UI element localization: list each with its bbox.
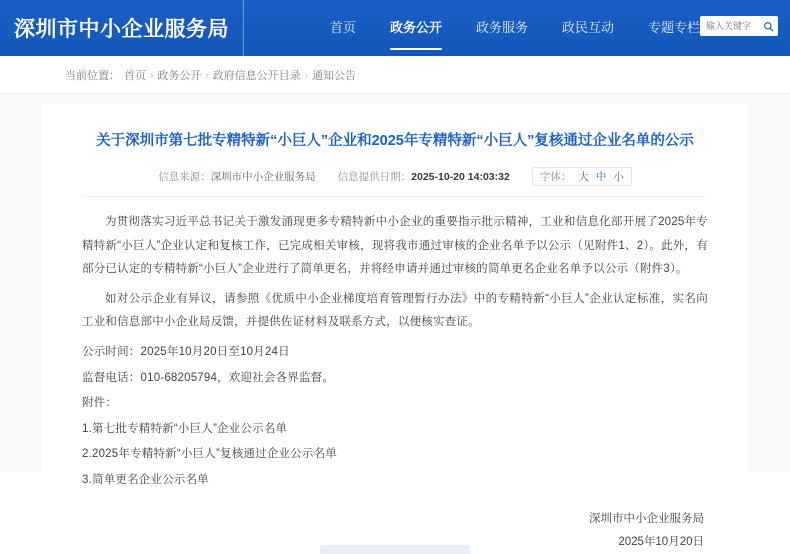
- signature-org: 深圳市中小企业服务局: [589, 513, 704, 526]
- meta-source-label: 信息来源：: [158, 171, 211, 184]
- page-title: 关于深圳市第七批专精特新“小巨人”企业和2025年专精特新“小巨人”复核通过企业名单的公示: [96, 133, 694, 149]
- font-size-control: [532, 167, 632, 186]
- breadcrumb-item-notices[interactable]: 通知公告: [312, 70, 357, 82]
- article-paragraph: 为贯彻落实习近平总书记关于激发涌现更多专精特新中小企业的重要指示批示精神，工业和信息化部开展了2025年专精特新“小巨人”企业认定和复核工作，已完成相关审核，现将我市通过审核的企业名单予以公示（见附件1、2）。此外，有部分已认定的专精特新“小巨人”企业进行了简单更名，并将经申请并通过审核的简单更名企业名单予以公示（附件3）。: [82, 216, 708, 276]
- attachment-item[interactable]: 1.第七批专精特新“小巨人”企业公示名单: [82, 422, 288, 435]
- content-area: [0, 94, 790, 549]
- article-meta: [82, 167, 708, 197]
- breadcrumb: [65, 67, 725, 83]
- attachment-item[interactable]: 3.简单更名企业公示名单: [82, 473, 209, 486]
- font-size-small[interactable]: 小: [613, 171, 624, 184]
- article-card: [42, 104, 748, 554]
- site-logo-text: 深圳市中小企业服务局: [14, 18, 229, 41]
- breadcrumb-prefix: 当前位置：: [65, 70, 120, 82]
- breadcrumb-bar: [0, 56, 790, 94]
- breadcrumb-item-home[interactable]: 首页: [124, 70, 146, 82]
- breadcrumb-item-government-openness[interactable]: 政务公开: [157, 70, 202, 82]
- breadcrumb-separator: ›: [304, 69, 309, 81]
- notice-line-supervision-phone: 监督电话：010-68205794，欢迎社会各界监督。: [82, 371, 335, 384]
- search-icon[interactable]: [762, 19, 774, 33]
- nav-item-public-interaction[interactable]: 政民互动: [562, 20, 615, 35]
- breadcrumb-separator: ›: [205, 69, 209, 81]
- meta-date-value: 2025-10-20 14:03:32: [411, 171, 510, 184]
- article-signature: [82, 494, 708, 554]
- font-size-large[interactable]: 大: [578, 171, 589, 184]
- search-input[interactable]: [704, 20, 762, 32]
- notice-line-publicity-period: 公示时间：2025年10月20日至10月24日: [82, 346, 290, 358]
- main-nav: [330, 0, 700, 56]
- font-size-medium[interactable]: 中: [595, 171, 607, 184]
- site-header: [0, 0, 790, 56]
- search-box[interactable]: [700, 16, 778, 36]
- meta-source-value: 深圳市中小企业服务局: [210, 171, 316, 184]
- article-paragraph: 如对公示企业有异议，请参照《优质中小企业梯度培育管理暂行办法》中的专精特新“小巨人”企业认定标准，实名向工业和信息部中小企业局反馈，并提供佐证材料及联系方式，以便核实查证。: [82, 292, 708, 329]
- breadcrumb-item-info-directory[interactable]: 政府信息公开目录: [212, 70, 301, 82]
- nav-item-government-openness[interactable]: 政务公开: [390, 0, 442, 56]
- meta-date: [338, 169, 510, 184]
- site-logo[interactable]: [14, 0, 244, 56]
- notice-line-attachments-label: 附件：: [82, 397, 118, 410]
- font-size-label: 字体：: [539, 171, 572, 184]
- signature-date: 2025年10月20日: [618, 536, 704, 549]
- attachment-item[interactable]: 2.2025年专精特新“小巨人”复核通过企业公示名单: [82, 448, 338, 461]
- meta-date-label: 信息提供日期：: [337, 171, 412, 184]
- breadcrumb-separator: ›: [150, 69, 154, 81]
- nav-item-home[interactable]: 首页: [330, 20, 357, 35]
- article-body: [82, 197, 708, 492]
- nav-item-government-services[interactable]: 政务服务: [476, 20, 529, 35]
- nav-item-special-topics[interactable]: 专题专栏: [648, 20, 701, 35]
- meta-source: [158, 169, 316, 184]
